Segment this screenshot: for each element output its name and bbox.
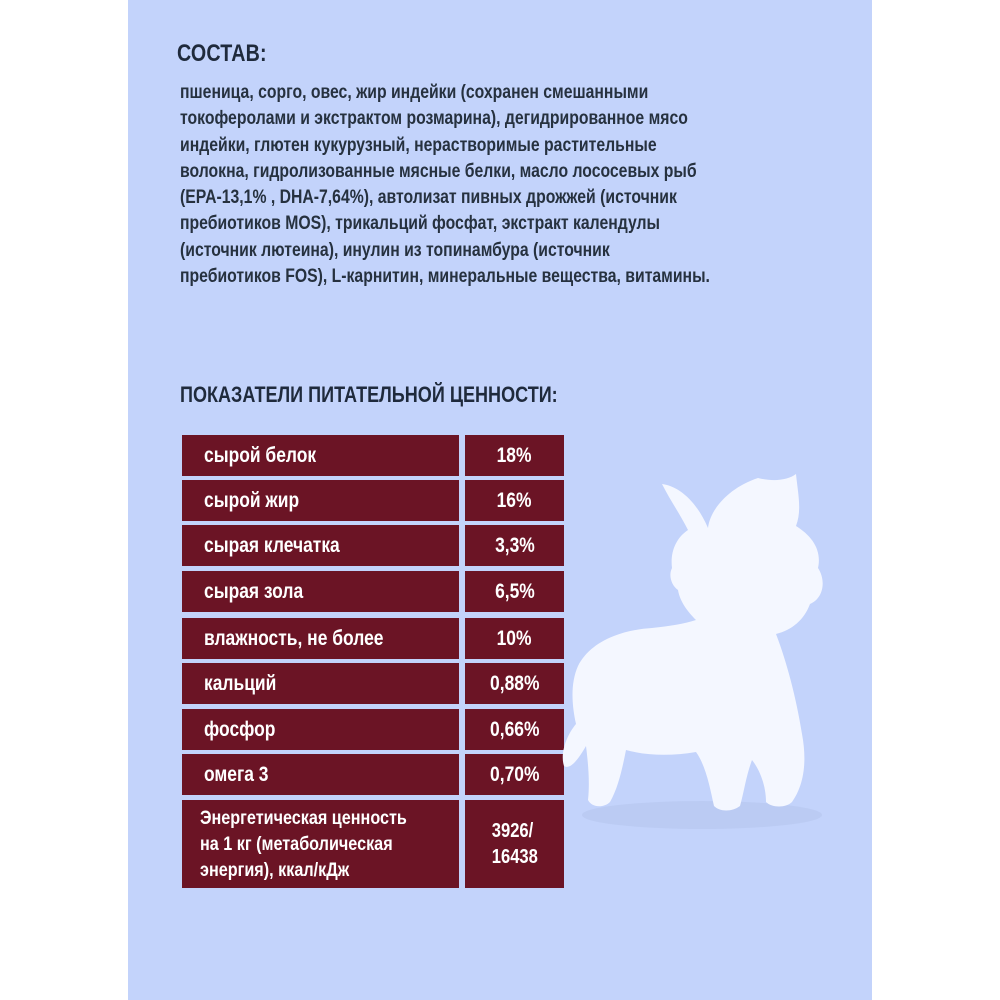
nutrient-name-cell <box>182 525 459 566</box>
nutrient-value: 0,88% <box>489 671 540 695</box>
nutrient-value-cell <box>465 525 564 566</box>
nutrient-name: сырая клечатка <box>204 533 340 557</box>
nutrient-value-cell <box>465 480 564 521</box>
nutrient-name: сырой жир <box>204 488 300 512</box>
nutrient-value: 3926/ 16438 <box>491 820 538 868</box>
nutrient-value: 0,70% <box>489 762 540 786</box>
nutrient-name-cell <box>182 709 459 750</box>
nutrient-name-cell <box>182 618 459 659</box>
dog-silhouette-icon <box>560 470 840 840</box>
nutrient-name-cell <box>182 800 459 888</box>
nutrient-name-cell <box>182 480 459 521</box>
composition-text: пшеница, сорго, овес, жир индейки (сохранен смешанными токоферолами и экстрактом розмарина), дегидрированное мясо индейки, глютен кукурузный, нерастворимые растительные волокна, гидролизованные мясные белки, масло лососевых рыб (EPA-13,1% , DHA-7,64%), автолизат пивных дрожжей (источник пребиотиков MOS), трикальций фосфат, экстракт календулы (источник лютеина), инулин из топинамбура (источник пребиотиков FOS), L-карнитин, минеральные вещества, витамины. <box>180 82 710 288</box>
nutrient-value-cell <box>465 618 564 659</box>
nutrition-title: ПОКАЗАТЕЛИ ПИТАТЕЛЬНОЙ ЦЕННОСТИ: <box>180 382 558 407</box>
nutrient-name: сырой белок <box>204 443 317 467</box>
nutrient-value-cell <box>465 571 564 612</box>
nutrient-name: фосфор <box>204 717 276 741</box>
nutrient-value-cell <box>465 435 564 476</box>
nutrient-value-cell <box>465 754 564 795</box>
nutrient-value-cell <box>465 709 564 750</box>
nutrient-name-cell <box>182 663 459 704</box>
nutrient-value: 3,3% <box>494 533 535 557</box>
nutrient-name-cell <box>182 754 459 795</box>
nutrient-name-cell <box>182 435 459 476</box>
nutrient-value-cell <box>465 800 564 888</box>
nutrient-value: 10% <box>497 626 532 650</box>
nutrient-name: Энергетическая ценность на 1 кг (метаболическая энергия), ккал/кДж <box>200 807 407 881</box>
composition-title: СОСТАВ: <box>177 40 267 67</box>
nutrient-value: 6,5% <box>494 579 535 603</box>
nutrient-value: 0,66% <box>489 717 540 741</box>
nutrient-value: 18% <box>497 443 532 467</box>
nutrient-name: омега 3 <box>204 762 269 786</box>
nutrient-value: 16% <box>497 488 532 512</box>
nutrient-name: влажность, не более <box>204 626 384 650</box>
nutrient-name: сырая зола <box>204 579 304 603</box>
nutrient-value-cell <box>465 663 564 704</box>
nutrient-name-cell <box>182 571 459 612</box>
nutrient-name: кальций <box>204 671 277 695</box>
